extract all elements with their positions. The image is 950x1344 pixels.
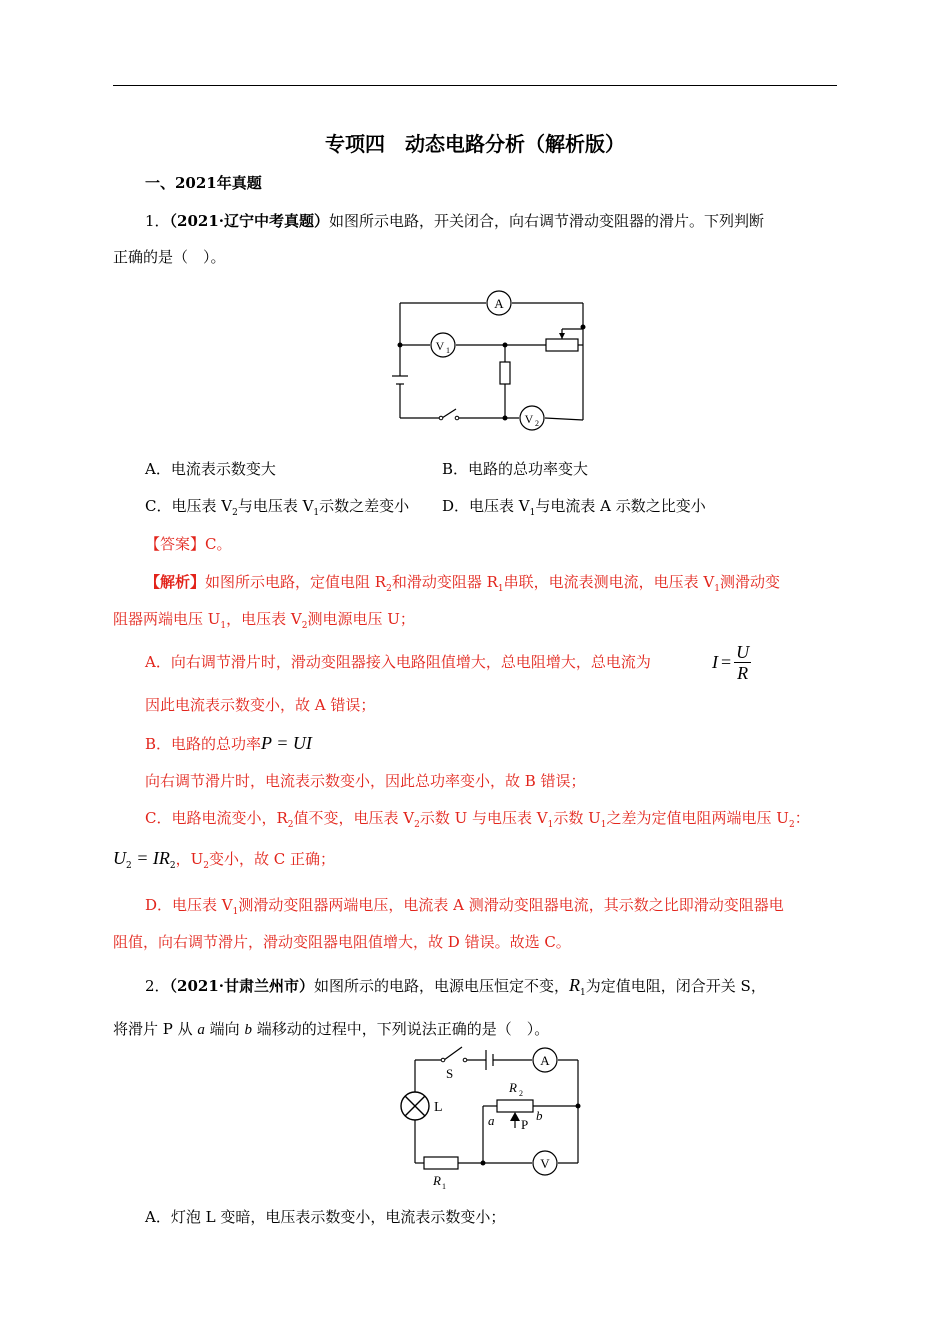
svg-text:A: A bbox=[494, 296, 504, 311]
svg-text:R: R bbox=[509, 1080, 517, 1095]
section-heading: 一、2021年真题 bbox=[145, 174, 262, 192]
q1-stem-line1: 1．（2021·辽宁中考真题）如图所示电路，开关闭合，向右调节滑动变阻器的滑片。下列判断 bbox=[145, 212, 765, 230]
svg-text:1: 1 bbox=[446, 346, 450, 355]
q2-stem-line1: 2．（2021·甘肃兰州市）如图所示的电路，电源电压恒定不变，$R_1$为定值电阻，闭合开关 S， bbox=[145, 975, 766, 998]
svg-text:V: V bbox=[435, 339, 445, 353]
q1-analysis-b-cont: 向右调节滑片时，电流表示数变小，因此总功率变小，故 B 错误； bbox=[145, 772, 586, 790]
q1-answer: 【答案】C。 bbox=[145, 535, 232, 553]
svg-text:S: S bbox=[446, 1066, 454, 1081]
svg-text:2: 2 bbox=[535, 419, 539, 428]
q1-analysis-b: B．电路的总功率P = UI bbox=[145, 733, 312, 753]
svg-text:b: b bbox=[536, 1108, 543, 1123]
q1-analysis-line2: 阻器两端电压 $U_1$，电压表 $V_2$测电源电压 U； bbox=[113, 610, 415, 631]
svg-text:P: P bbox=[521, 1117, 529, 1132]
q1-option-d: D．电压表 $V_1$与电流表 A 示数之比变小 bbox=[442, 497, 706, 518]
svg-text:a: a bbox=[488, 1113, 495, 1128]
svg-text:2: 2 bbox=[519, 1089, 523, 1098]
q1-option-a: A．电流表示数变大 bbox=[145, 460, 276, 478]
header-rule bbox=[113, 85, 837, 86]
q1-analysis-a-cont: 因此电流表示数变小，故 A 错误； bbox=[145, 696, 376, 714]
svg-text:1: 1 bbox=[442, 1182, 446, 1191]
q1-analysis-d-cont: 阻值，向右调节滑片，滑动变阻器电阻值增大，故 D 错误。故选 C。 bbox=[113, 933, 571, 951]
svg-text:V: V bbox=[524, 412, 534, 426]
q1-analysis-d: D．电压表 $V_1$测滑动变阻器两端电压，电流表 A 测滑动变阻器电流，其示数之比即滑动变阻器电 bbox=[145, 896, 784, 917]
q1-stem-line2: 正确的是（ ）。 bbox=[113, 248, 226, 266]
svg-text:R: R bbox=[433, 1173, 441, 1188]
svg-text:L: L bbox=[434, 1100, 443, 1115]
page-title: 专项四 动态电路分析（解析版） bbox=[325, 132, 625, 156]
formula-current: I = $\frac{U}{R}$ bbox=[712, 641, 750, 683]
q1-option-c: C．电压表 $V_2$与电压表 $V_1$示数之差变小 bbox=[145, 497, 410, 518]
q2-stem-line2: 将滑片 P 从 a 端向 b 端移动的过程中，下列说法正确的是（ ）。 bbox=[113, 1020, 550, 1038]
q1-circuit-diagram bbox=[388, 288, 598, 433]
q1-analysis-a: A．向右调节滑片时，滑动变阻器接入电路阻值增大，总电阻增大，总电流为 bbox=[145, 653, 651, 671]
svg-text:A: A bbox=[540, 1053, 550, 1068]
svg-text:V: V bbox=[540, 1156, 550, 1171]
q1-analysis-c: C．电路电流变小，$R_2$值不变，电压表 $V_2$示数 U 与电压表 $V_1$示数 $U_1$之差为定值电阻两端电压 $U_2$： bbox=[145, 809, 810, 830]
q2-circuit-diagram bbox=[395, 1045, 585, 1195]
q2-option-a: A．灯泡 L 变暗，电压表示数变小，电流表示数变小； bbox=[145, 1208, 506, 1226]
q1-analysis-line1: 【解析】如图所示电路，定值电阻 $R_2$和滑动变阻器 $R_1$串联，电流表测电流，电压表 $V_1$测滑动变 bbox=[145, 573, 780, 594]
q1-analysis-c-cont: $U_2 = IR_2$，$U_2$变小，故 C 正确； bbox=[113, 848, 336, 871]
q1-option-b: B．电路的总功率变大 bbox=[442, 460, 589, 478]
